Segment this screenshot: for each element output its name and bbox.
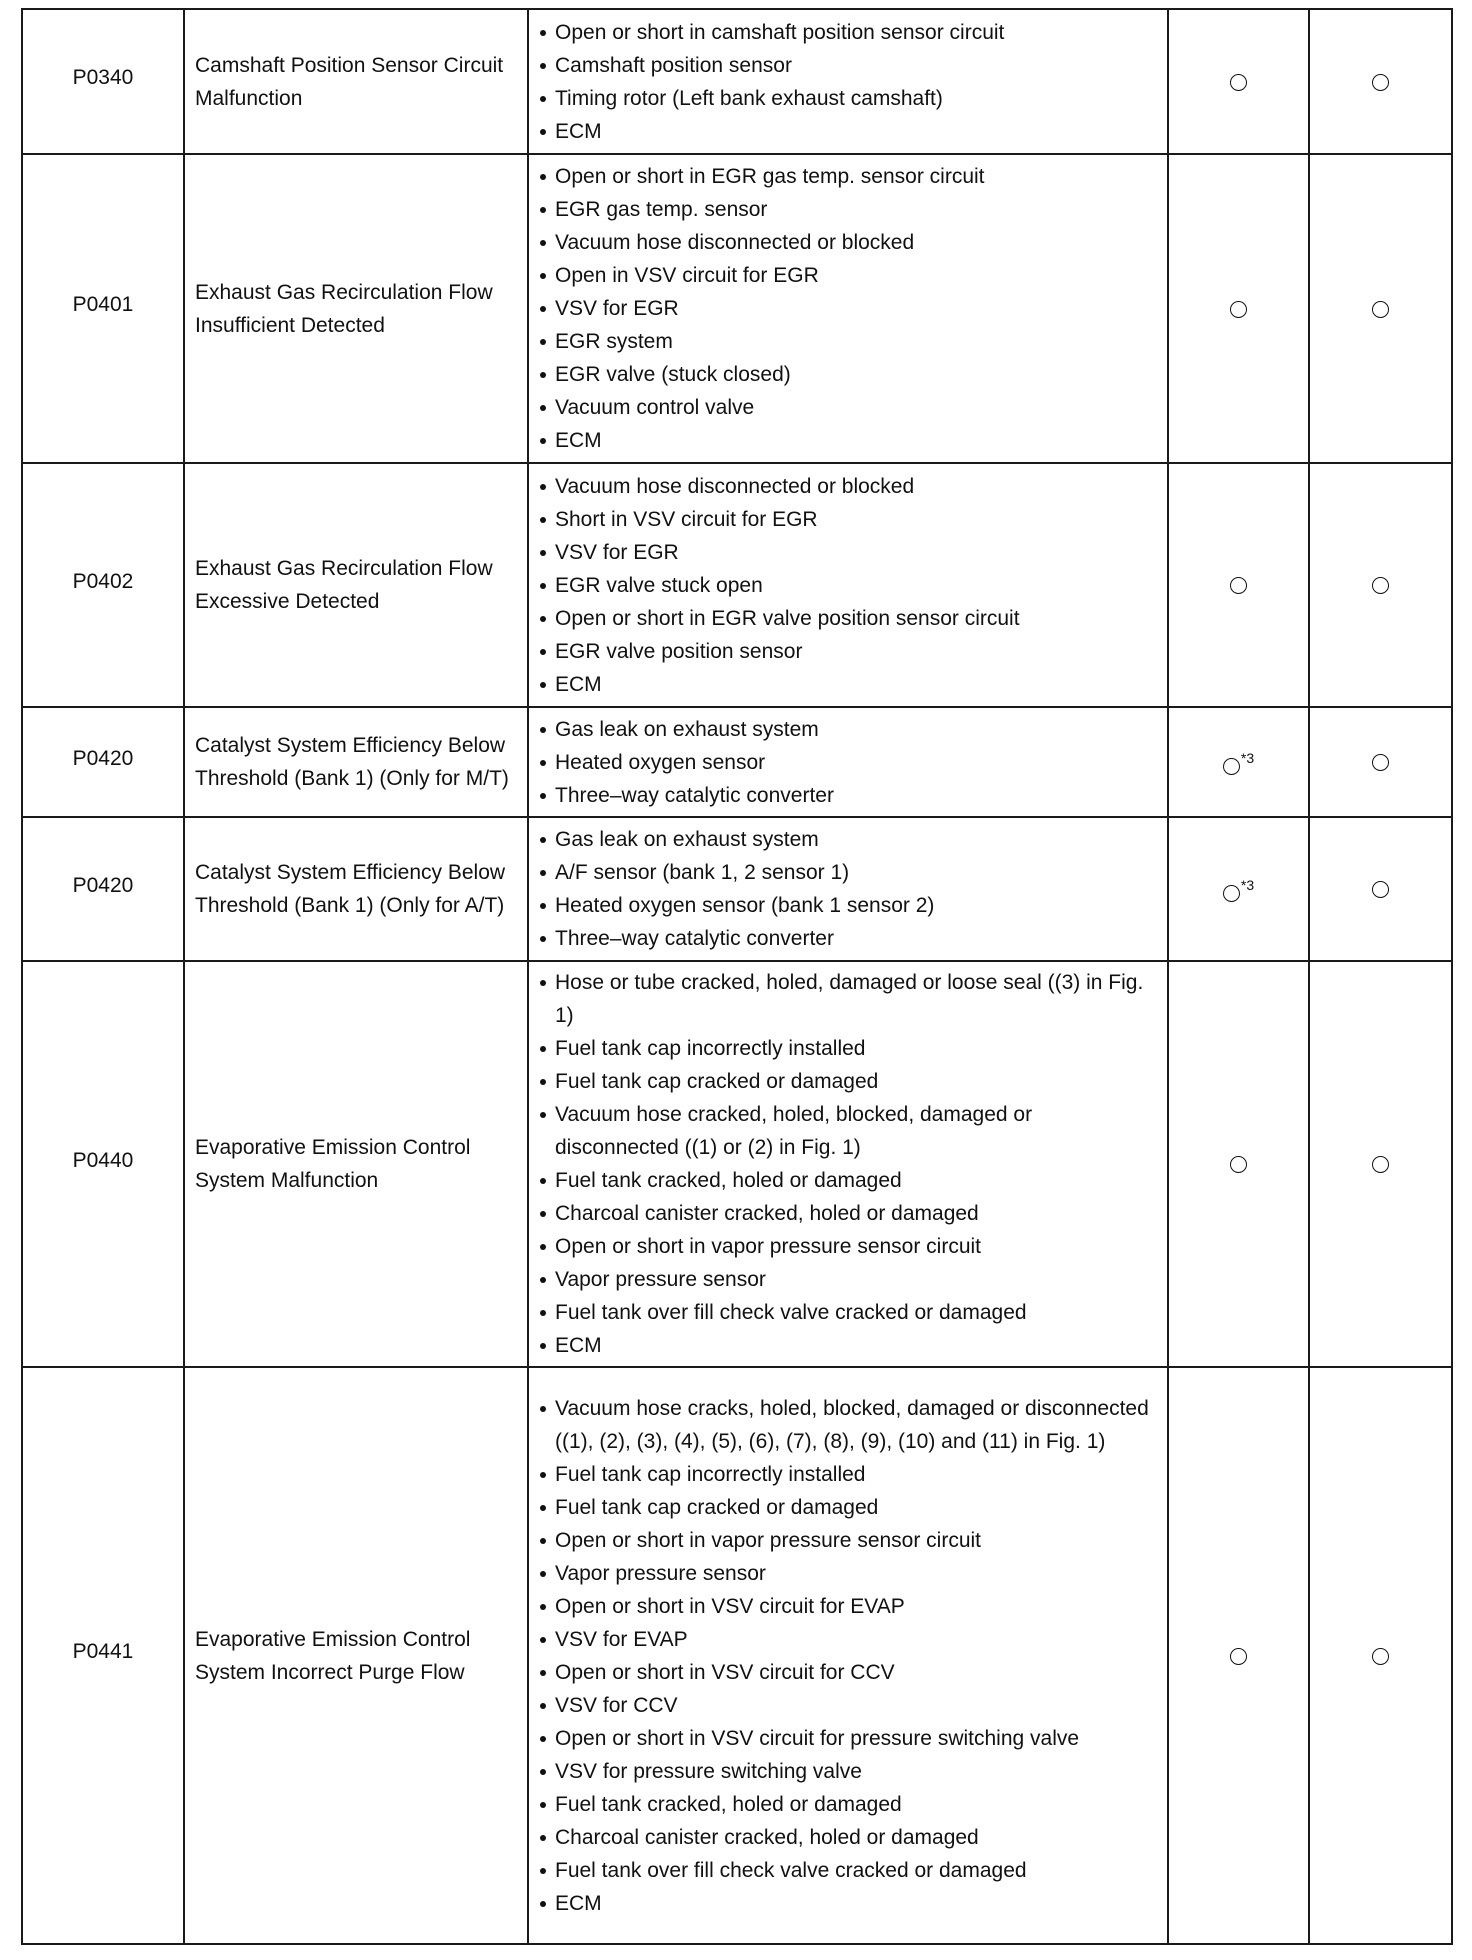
trouble-areas — [528, 817, 1168, 961]
table-row — [22, 9, 1452, 154]
list-item: Fuel tank over fill check valve cracked or damaged — [538, 1854, 1159, 1887]
list-item: Gas leak on exhaust system — [538, 823, 1159, 856]
mil-cell — [1168, 817, 1309, 961]
list-item: Fuel tank cap incorrectly installed — [538, 1032, 1159, 1065]
list-item: Fuel tank cap cracked or damaged — [538, 1491, 1159, 1524]
footnote-mark: *3 — [1240, 877, 1255, 893]
dtc-code: P0441 — [22, 1367, 184, 1944]
circle-mark-icon — [1372, 301, 1389, 318]
list-item: Three–way catalytic converter — [538, 779, 1159, 812]
dtc-table-body — [22, 9, 1452, 1944]
dtc-code: P0420 — [22, 707, 184, 817]
trouble-areas — [528, 961, 1168, 1367]
memory-cell — [1309, 707, 1452, 817]
list-item: ECM — [538, 668, 1159, 701]
mil-cell — [1168, 463, 1309, 707]
trouble-area-list — [538, 966, 1159, 1362]
detection-item: Evaporative Emission Control System Malfunction — [184, 961, 528, 1367]
memory-cell — [1309, 9, 1452, 154]
dtc-code: P0340 — [22, 9, 184, 154]
list-item: Three–way catalytic converter — [538, 922, 1159, 955]
circle-mark-icon — [1372, 74, 1389, 91]
list-item: Fuel tank cracked, holed or damaged — [538, 1788, 1159, 1821]
table-row — [22, 463, 1452, 707]
trouble-areas — [528, 707, 1168, 817]
list-item: Open or short in EGR valve position sensor circuit — [538, 602, 1159, 635]
list-item: ECM — [538, 424, 1159, 457]
detection-item: Catalyst System Efficiency Below Threshold (Bank 1) (Only for M/T) — [184, 707, 528, 817]
mil-cell — [1168, 1367, 1309, 1944]
circle-mark-icon — [1372, 577, 1389, 594]
trouble-area-list — [538, 470, 1159, 701]
list-item: Vapor pressure sensor — [538, 1263, 1159, 1296]
list-item: Vacuum hose disconnected or blocked — [538, 470, 1159, 503]
dtc-table — [21, 8, 1453, 1945]
memory-cell — [1309, 463, 1452, 707]
list-item: Vacuum hose cracks, holed, blocked, damaged or disconnected ((1), (2), (3), (4), (5), (6), (7), (8), (9), (10) and (11) in Fig. 1) — [538, 1392, 1159, 1458]
trouble-area-list — [538, 1392, 1159, 1920]
list-item: EGR valve (stuck closed) — [538, 358, 1159, 391]
list-item: VSV for pressure switching valve — [538, 1755, 1159, 1788]
memory-cell — [1309, 817, 1452, 961]
table-row — [22, 1367, 1452, 1944]
list-item: A/F sensor (bank 1, 2 sensor 1) — [538, 856, 1159, 889]
mil-cell — [1168, 707, 1309, 817]
dtc-code: P0402 — [22, 463, 184, 707]
detection-item: Exhaust Gas Recirculation Flow Excessive Detected — [184, 463, 528, 707]
trouble-areas — [528, 463, 1168, 707]
trouble-areas — [528, 1367, 1168, 1944]
list-item: Open or short in vapor pressure sensor circuit — [538, 1230, 1159, 1263]
list-item: VSV for EGR — [538, 292, 1159, 325]
list-item: Vacuum hose disconnected or blocked — [538, 226, 1159, 259]
list-item: Fuel tank cracked, holed or damaged — [538, 1164, 1159, 1197]
list-item: ECM — [538, 1329, 1159, 1362]
circle-mark-icon — [1230, 74, 1247, 91]
list-item: Vapor pressure sensor — [538, 1557, 1159, 1590]
trouble-area-list — [538, 713, 1159, 812]
memory-cell — [1309, 154, 1452, 463]
trouble-areas — [528, 9, 1168, 154]
list-item: Charcoal canister cracked, holed or damaged — [538, 1197, 1159, 1230]
circle-mark-icon — [1230, 577, 1247, 594]
circle-mark-icon — [1230, 1648, 1247, 1665]
footnote-mark: *3 — [1240, 750, 1255, 766]
list-item: Fuel tank cap incorrectly installed — [538, 1458, 1159, 1491]
dtc-code: P0420 — [22, 817, 184, 961]
list-item: Open or short in vapor pressure sensor circuit — [538, 1524, 1159, 1557]
mil-cell — [1168, 154, 1309, 463]
dtc-code: P0440 — [22, 961, 184, 1367]
list-item: Camshaft position sensor — [538, 49, 1159, 82]
list-item: Open or short in VSV circuit for pressure switching valve — [538, 1722, 1159, 1755]
circle-mark-icon — [1372, 881, 1389, 898]
list-item: Vacuum control valve — [538, 391, 1159, 424]
list-item: EGR gas temp. sensor — [538, 193, 1159, 226]
list-item: Heated oxygen sensor — [538, 746, 1159, 779]
circle-mark-icon — [1372, 1156, 1389, 1173]
list-item: VSV for EGR — [538, 536, 1159, 569]
table-row — [22, 817, 1452, 961]
list-item: Charcoal canister cracked, holed or damaged — [538, 1821, 1159, 1854]
list-item: Timing rotor (Left bank exhaust camshaft) — [538, 82, 1159, 115]
circle-mark-icon — [1223, 885, 1240, 902]
circle-mark-icon — [1230, 301, 1247, 318]
memory-cell — [1309, 1367, 1452, 1944]
list-item: Gas leak on exhaust system — [538, 713, 1159, 746]
list-item: Heated oxygen sensor (bank 1 sensor 2) — [538, 889, 1159, 922]
list-item: EGR system — [538, 325, 1159, 358]
circle-mark-icon — [1223, 758, 1240, 775]
list-item: EGR valve stuck open — [538, 569, 1159, 602]
mil-cell — [1168, 9, 1309, 154]
trouble-area-list — [538, 160, 1159, 457]
mil-cell — [1168, 961, 1309, 1367]
memory-cell — [1309, 961, 1452, 1367]
list-item: ECM — [538, 1887, 1159, 1920]
list-item: Open or short in VSV circuit for EVAP — [538, 1590, 1159, 1623]
list-item: VSV for EVAP — [538, 1623, 1159, 1656]
dtc-code: P0401 — [22, 154, 184, 463]
list-item: ECM — [538, 115, 1159, 148]
circle-mark-icon — [1230, 1156, 1247, 1173]
trouble-areas — [528, 154, 1168, 463]
list-item: Hose or tube cracked, holed, damaged or loose seal ((3) in Fig. 1) — [538, 966, 1159, 1032]
list-item: Vacuum hose cracked, holed, blocked, damaged or disconnected ((1) or (2) in Fig. 1) — [538, 1098, 1159, 1164]
list-item: Fuel tank cap cracked or damaged — [538, 1065, 1159, 1098]
circle-mark-icon — [1372, 1648, 1389, 1665]
detection-item: Camshaft Position Sensor Circuit Malfunction — [184, 9, 528, 154]
list-item: Open in VSV circuit for EGR — [538, 259, 1159, 292]
list-item: Short in VSV circuit for EGR — [538, 503, 1159, 536]
list-item: Open or short in EGR gas temp. sensor circuit — [538, 160, 1159, 193]
circle-mark-icon — [1372, 754, 1389, 771]
list-item: Open or short in VSV circuit for CCV — [538, 1656, 1159, 1689]
table-row — [22, 154, 1452, 463]
trouble-area-list — [538, 16, 1159, 148]
list-item: Fuel tank over fill check valve cracked or damaged — [538, 1296, 1159, 1329]
table-row — [22, 961, 1452, 1367]
trouble-area-list — [538, 823, 1159, 955]
detection-item: Catalyst System Efficiency Below Threshold (Bank 1) (Only for A/T) — [184, 817, 528, 961]
detection-item: Evaporative Emission Control System Incorrect Purge Flow — [184, 1367, 528, 1944]
list-item: EGR valve position sensor — [538, 635, 1159, 668]
table-row — [22, 707, 1452, 817]
list-item: Open or short in camshaft position sensor circuit — [538, 16, 1159, 49]
list-item: VSV for CCV — [538, 1689, 1159, 1722]
detection-item: Exhaust Gas Recirculation Flow Insufficient Detected — [184, 154, 528, 463]
